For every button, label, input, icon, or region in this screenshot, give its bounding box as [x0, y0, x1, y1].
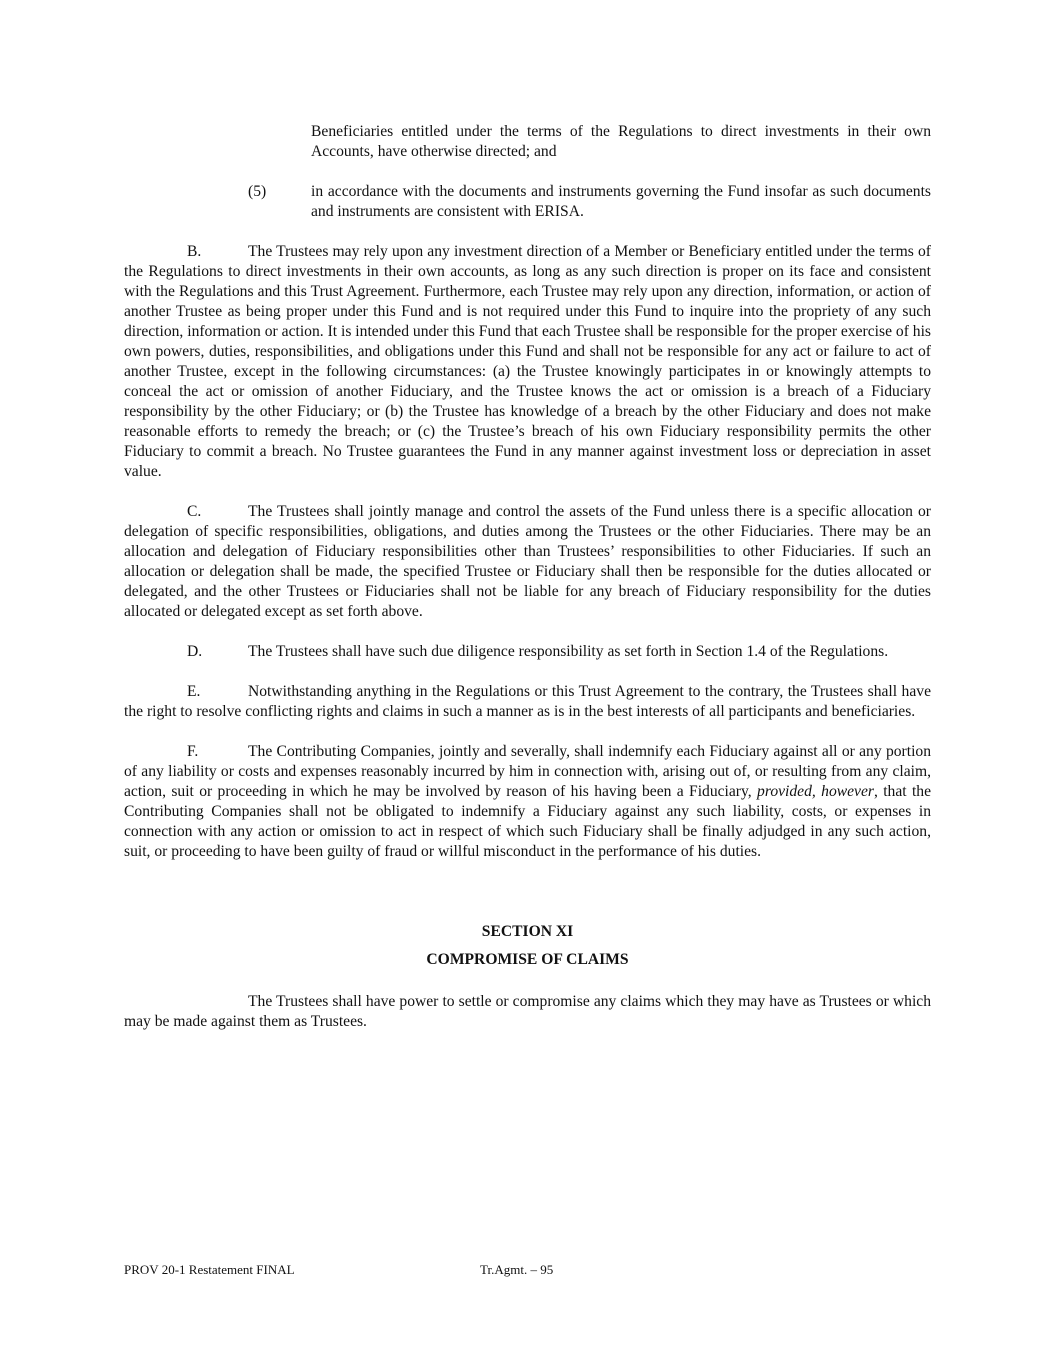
paragraph-d [124, 642, 931, 662]
paragraph-f [124, 742, 931, 862]
paragraph-text: The Trustees shall jointly manage and control the assets of the Fund unless there is a specific allocation or delegation of specific responsibilities, obligations, and duties among the Trustees or the other Fiduciaries. There may be an allocation and delegation of Fiduciary responsibilities other than Trustees’ responsibilities to other Fiduciaries. If such an allocation or delegation shall be made, the specified Trustee or Fiduciary shall then be responsible for the duties allocated or delegated, and the other Trustees or Fiduciaries shall not be liable for any breach of Fiduciary responsibility for the duties allocated or delegated except as set forth above. [124, 503, 931, 620]
item-text: in accordance with the documents and instruments governing the Fund insofar as such documents and instruments are consistent with ERISA. [311, 183, 931, 220]
paragraph-c [124, 502, 931, 622]
paragraph-label: D. [187, 643, 203, 660]
paragraph-label: C. [187, 503, 202, 520]
paragraph-text: The Trustees shall have such due diligence responsibility as set forth in Section 1.4 of the Regulations. [248, 643, 889, 660]
paragraph-e [124, 682, 931, 722]
footer-page-number: Tr.Agmt. – 95 [480, 1262, 554, 1277]
section-text: The Trustees shall have power to settle or compromise any claims which they may have as Trustees or which may be made against them as Trustees. [124, 993, 931, 1030]
paragraph-b [124, 242, 931, 482]
paragraph-italic-text: provided, however [757, 783, 874, 800]
page-footer [124, 1260, 554, 1280]
section-number: SECTION XI [481, 923, 574, 940]
section-title: COMPROMISE OF CLAIMS [426, 951, 629, 968]
paragraph-label: B. [187, 243, 202, 260]
document-page [124, 122, 931, 1052]
paragraph-label: E. [187, 683, 201, 700]
paragraph-text: Notwithstanding anything in the Regulations or this Trust Agreement to the contrary, the Trustees shall have the right to resolve conflicting rights and claims in such a manner as is in the best interests of all participants and beneficiaries. [124, 683, 931, 720]
continuation-text: Beneficiaries entitled under the terms of the Regulations to direct investments in their own Accounts, have otherwise directed; and [311, 123, 931, 160]
paragraph-text: The Contributing Companies, jointly and severally, shall indemnify each Fiduciary against all or any portion of any liability or costs and expenses reasonably incurred by him in connection with, arising out of, or resulting from any claim, action, suit or proceeding in which he may be involved by reason of his having been a Fiduciary, [124, 743, 931, 800]
list-item-5 [248, 182, 931, 222]
paragraph-label: F. [187, 743, 199, 760]
footer-document-id: PROV 20-1 Restatement FINAL [124, 1262, 295, 1277]
item-number: (5) [248, 183, 267, 200]
paragraph-text: The Trustees may rely upon any investment direction of a Member or Beneficiary entitled under the terms of the Regulations to direct investments in their own accounts, as long as any such direction is proper on its face and consistent with the Regulations and this Trust Agreement. Furthermore, each Trustee may rely upon any direction, information, or action of another Trustee as being proper under this Fund and is not required under this Fund to inquire into the propriety of any such direction, information or action. It is intended under this Fund that each Trustee shall be responsible for the proper exercise of his own powers, duties, responsibilities, and obligations under this Fund and shall not be responsible for any act or failure to act of another Trustee, except in the following circumstances: (a) the Trustee knowingly participates in or knowingly attempts to conceal the act or omission of another Fiduciary, and the Trustee knows the act or omission is a breach of a Fiduciary responsibility by the other Fiduciary; or (b) the Trustee has knowledge of a breach by the other Fiduciary and does not make reasonable efforts to remedy the breach; or (c) the Trustee’s breach of his own Fiduciary responsibility permits the other Fiduciary to commit a breach. No Trustee guarantees the Fund in any manner against investment loss or depreciation in asset value. [124, 243, 931, 480]
paragraph-text: , that the Contributing Companies shall not be obligated to indemnify a Fiduciary against any such liability, costs, or expenses in connection with any action or omission to act in respect of which such Fiduciary shall be finally adjudged in any such action, suit, or proceeding to have been guilty of fraud or willful misconduct in the performance of his duties. [124, 783, 932, 860]
